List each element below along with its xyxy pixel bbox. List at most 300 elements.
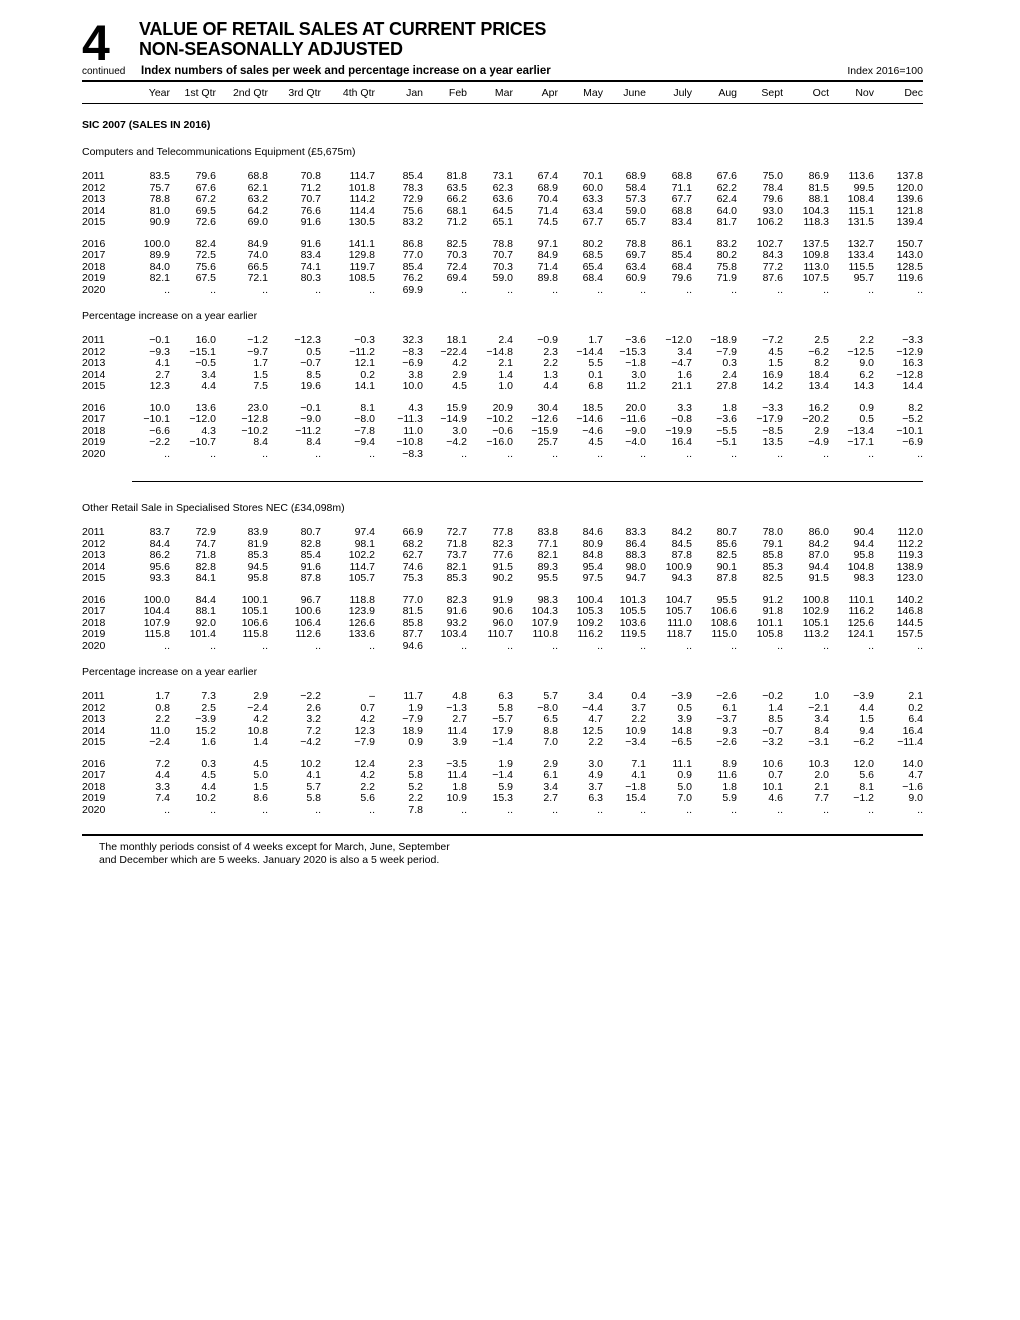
table-cell: 119.7 (349, 260, 375, 273)
table-cell: −17.1 (847, 436, 874, 448)
table-cell: 4.2 (452, 357, 467, 369)
table-cell: 0.4 (631, 690, 646, 702)
table-cell: −3.4 (625, 736, 646, 748)
table-cell: 32.3 (402, 334, 423, 346)
table-cell: 2.2 (155, 713, 170, 725)
table-cell: 12.3 (149, 380, 170, 392)
table-cell: 1.7 (253, 357, 268, 369)
table-cell: 16.4 (671, 436, 692, 448)
table-cell: 84.0 (149, 260, 170, 273)
row-year: 2014 (82, 724, 106, 737)
table-cell: 89.3 (537, 560, 558, 573)
table-cell: 70.7 (492, 249, 513, 261)
table-cell: 2.9 (814, 424, 829, 437)
table-cell: 85.3 (446, 572, 467, 584)
table-cell: −5.7 (492, 713, 513, 725)
table-cell: 9.4 (859, 724, 874, 737)
table-cell: 78.4 (762, 181, 783, 194)
table-cell: 67.4 (537, 170, 558, 182)
table-cell: 77.0 (402, 593, 423, 606)
row-year: 2016 (82, 401, 106, 414)
table-cell: 9.0 (908, 792, 923, 804)
table-cell: −10.1 (143, 413, 170, 425)
table-cell: −3.9 (671, 690, 692, 702)
table-cell: 70.3 (492, 260, 513, 273)
table-cell: .. (164, 803, 170, 816)
table-cell: 69.7 (625, 249, 646, 261)
table-row (82, 714, 923, 726)
table-cell: 123.0 (896, 572, 923, 584)
table-cell: 65.4 (582, 260, 603, 273)
table-cell: 141.1 (348, 237, 375, 250)
table-row (82, 437, 923, 449)
table-cell: 6.2 (859, 368, 874, 381)
table-cell: −0.7 (300, 357, 321, 369)
table-cell: 65.7 (625, 216, 646, 228)
row-year: 2019 (82, 792, 106, 804)
table-cell: 91.6 (300, 560, 321, 573)
table-row (82, 449, 923, 461)
table-cell: 76.6 (300, 204, 321, 217)
table-cell: 1.4 (768, 701, 783, 714)
table-cell: 108.4 (847, 193, 874, 205)
table-cell: −14.8 (486, 345, 513, 358)
table-cell: 10.6 (762, 757, 783, 770)
table-cell: −15.1 (189, 345, 216, 358)
table-cell: 119.3 (897, 549, 923, 561)
table-cell: .. (262, 283, 268, 296)
table-cell: .. (315, 639, 321, 652)
table-cell: 0.5 (859, 413, 874, 425)
table-cell: 2.1 (814, 780, 829, 793)
table-cell: −1.8 (625, 780, 646, 793)
table-cell: 92.0 (195, 616, 216, 629)
table-cell: 84.9 (247, 237, 268, 250)
table-cell: 105.5 (619, 605, 646, 617)
column-header: 1st Qtr (184, 87, 216, 99)
table-cell: 2.1 (498, 357, 513, 369)
table-cell: 14.8 (671, 724, 692, 737)
table-cell: −6.5 (671, 736, 692, 748)
table-cell: 93.2 (446, 616, 467, 629)
table-cell: 112.0 (897, 526, 923, 538)
table-cell: −12.5 (847, 345, 874, 358)
table-cell: −22.4 (440, 345, 467, 358)
table-cell: 103.6 (619, 616, 646, 629)
table-cell: 1.3 (543, 368, 558, 381)
table-cell: 63.5 (446, 181, 467, 194)
table-cell: 74.6 (402, 560, 423, 573)
row-year: 2015 (82, 216, 106, 228)
table-cell: .. (640, 283, 646, 296)
table-cell: 7.2 (306, 724, 321, 737)
table-cell: 68.4 (582, 272, 603, 284)
table-cell: .. (461, 283, 467, 296)
table-cell: 82.3 (492, 537, 513, 550)
table-row (82, 273, 923, 285)
table-cell: 67.2 (195, 193, 216, 205)
table-cell: 98.3 (537, 593, 558, 606)
table-cell: 87.0 (808, 549, 829, 561)
table-cell: 15.2 (195, 724, 216, 737)
table-cell: 88.3 (625, 549, 646, 561)
row-year: 2012 (82, 537, 106, 550)
table-cell: .. (777, 447, 783, 460)
table-cell: 85.3 (762, 560, 783, 573)
row-year: 2011 (82, 170, 105, 182)
table-cell: 91.6 (300, 216, 321, 228)
table-cell: 3.0 (452, 424, 467, 437)
table-cell: 10.9 (446, 792, 467, 804)
column-header (82, 83, 126, 103)
table-cell: −9.7 (247, 345, 268, 358)
table-cell: 30.4 (537, 401, 558, 414)
table-cell: 111.0 (667, 616, 692, 629)
table-cell: 113.2 (803, 628, 829, 640)
table-cell: 4.5 (768, 345, 783, 358)
table-cell: −3.9 (853, 690, 874, 702)
table-cell: 95.8 (853, 549, 874, 561)
table-row (82, 641, 923, 653)
table-cell: 63.2 (247, 193, 268, 205)
table-cell: 105.8 (756, 628, 783, 640)
table-cell: 8.6 (253, 792, 268, 804)
subtitle: Index numbers of sales per week and percentage increase on a year earlier (141, 65, 551, 77)
table-cell: 84.2 (671, 526, 692, 538)
row-year: 2018 (82, 424, 106, 437)
table-cell: 18.1 (446, 334, 467, 346)
table-cell: 109.2 (576, 616, 603, 629)
table-cell: −4.6 (582, 424, 603, 437)
table-cell: 98.1 (354, 537, 375, 550)
table-cell: −20.2 (802, 413, 829, 425)
table-cell: 123.9 (348, 605, 375, 617)
table-cell: 3.4 (588, 690, 603, 702)
table-cell: 86.9 (808, 170, 829, 182)
table-cell: 7.0 (677, 792, 692, 804)
table-cell: 119.5 (620, 628, 646, 640)
table-cell: 5.8 (306, 792, 321, 804)
table-cell: 10.0 (402, 380, 423, 392)
table-row (82, 573, 923, 585)
table-cell: 4.3 (408, 401, 423, 414)
table-cell: .. (369, 283, 375, 296)
column-header: Sept (761, 87, 783, 99)
table-cell: 2.7 (155, 368, 170, 381)
index-base: Index 2016=100 (847, 65, 923, 77)
table-cell: 72.7 (446, 526, 467, 538)
table-cell: −9.0 (300, 413, 321, 425)
table-cell: 2.4 (498, 334, 513, 346)
table-cell: .. (552, 283, 558, 296)
table-cell: 88.1 (195, 605, 216, 617)
table-cell: .. (731, 283, 737, 296)
table-cell: 113.0 (803, 260, 829, 273)
table-row (82, 805, 923, 817)
table-cell: 126.6 (348, 616, 375, 629)
table-cell: 71.8 (446, 537, 467, 550)
table-cell: 86.8 (402, 237, 423, 250)
table-row (82, 250, 923, 262)
table-cell: 84.8 (582, 549, 603, 561)
table-cell: −9.3 (149, 345, 170, 358)
table-cell: 1.4 (498, 368, 513, 381)
table-cell: 67.5 (195, 272, 216, 284)
table-cell: 114.7 (349, 560, 375, 573)
row-year: 2016 (82, 757, 106, 770)
table-cell: 8.4 (306, 436, 321, 448)
table-cell: −5.2 (902, 413, 923, 425)
table-cell: 72.5 (195, 249, 216, 261)
row-year: 2017 (82, 413, 106, 425)
table-cell: 94.7 (625, 572, 646, 584)
table-cell: 8.1 (859, 780, 874, 793)
table-cell: −1.8 (625, 357, 646, 369)
table-cell: 90.6 (492, 605, 513, 617)
table-cell: 65.1 (492, 216, 513, 228)
table-cell: 82.8 (195, 560, 216, 573)
table-cell: .. (640, 447, 646, 460)
table-cell: 71.9 (716, 272, 737, 284)
table-cell: .. (868, 639, 874, 652)
table-cell: 4.8 (452, 690, 467, 702)
column-header: May (583, 87, 603, 99)
table-cell: 67.6 (195, 181, 216, 194)
table-cell: .. (369, 639, 375, 652)
table-cell: 15.4 (625, 792, 646, 804)
table-cell: −10.2 (486, 413, 513, 425)
table-cell: 6.8 (588, 380, 603, 392)
table-cell: −4.2 (300, 736, 321, 748)
table-cell: 2.2 (631, 713, 646, 725)
row-year: 2014 (82, 560, 106, 573)
table-cell: −6.9 (902, 436, 923, 448)
table-cell: 144.5 (896, 616, 923, 629)
table-cell: .. (164, 639, 170, 652)
table-cell: 0.9 (677, 769, 692, 781)
table-cell: 105.1 (802, 616, 829, 629)
table-cell: 70.8 (300, 170, 321, 182)
table-cell: 68.4 (671, 260, 692, 273)
table-cell: 95.6 (149, 560, 170, 573)
table-cell: −1.4 (492, 769, 513, 781)
table-cell: 64.5 (492, 204, 513, 217)
table-cell: .. (552, 447, 558, 460)
table-cell: 85.4 (671, 249, 692, 261)
table-cell: 115.8 (242, 628, 268, 640)
table-cell: 84.1 (195, 572, 216, 584)
table-cell: 88.1 (808, 193, 829, 205)
table-cell: 83.7 (149, 526, 170, 538)
table-cell: 83.4 (300, 249, 321, 261)
table-cell: 95.7 (853, 272, 874, 284)
block-computers (82, 146, 923, 460)
row-year: 2013 (82, 713, 106, 725)
table-cell: 101.8 (348, 181, 375, 194)
table-cell: 72.4 (446, 260, 467, 273)
table-cell: 143.0 (896, 249, 923, 261)
row-year: 2014 (82, 368, 106, 381)
table-cell: 63.4 (625, 260, 646, 273)
table-cell: −8.5 (762, 424, 783, 437)
table-cell: 81.8 (446, 170, 467, 182)
table-cell: 62.3 (492, 181, 513, 194)
table-cell: 68.8 (247, 170, 268, 182)
table-cell: 84.4 (149, 537, 170, 550)
table-cell: 10.9 (625, 724, 646, 737)
table-cell: 4.4 (201, 780, 216, 793)
table-cell: 91.6 (446, 605, 467, 617)
table-cell: 80.3 (300, 272, 321, 284)
table-cell: 75.3 (402, 572, 423, 584)
table-cell: 1.8 (722, 780, 737, 793)
table-cell: 115.0 (711, 628, 737, 640)
table-cell: 15.9 (446, 401, 467, 414)
table-cell: 23.0 (247, 401, 268, 414)
table-cell: 16.4 (902, 724, 923, 737)
table-cell: 104.3 (531, 605, 558, 617)
table-cell: .. (686, 803, 692, 816)
title-line-1: VALUE OF RETAIL SALES AT CURRENT PRICES (139, 19, 547, 39)
table-cell: 12.4 (354, 757, 375, 770)
table-cell: 18.4 (808, 368, 829, 381)
table-cell: 5.9 (722, 792, 737, 804)
table-cell: 4.5 (201, 769, 216, 781)
header-rule-bottom (82, 103, 923, 104)
table-cell: .. (507, 283, 513, 296)
table-cell: 2.9 (253, 690, 268, 702)
table-cell: 4.2 (253, 713, 268, 725)
table-cell: 6.1 (543, 769, 558, 781)
table-cell: 80.2 (582, 237, 603, 250)
table-cell: 69.5 (195, 204, 216, 217)
table-cell: .. (210, 639, 216, 652)
table-cell: 75.6 (402, 204, 423, 217)
table-cell: .. (210, 803, 216, 816)
table-row (82, 414, 923, 426)
table-cell: 72.9 (195, 526, 216, 538)
table-cell: −10.8 (396, 436, 423, 448)
table-cell: .. (369, 447, 375, 460)
table-cell: 75.8 (716, 260, 737, 273)
table-cell: 2.2 (543, 357, 558, 369)
row-year: 2017 (82, 249, 106, 261)
table-cell: 89.9 (149, 249, 170, 261)
table-cell: −12.9 (896, 345, 923, 358)
table-cell: .. (823, 803, 829, 816)
table-cell: 71.2 (300, 181, 321, 194)
table-cell: 91.8 (762, 605, 783, 617)
table-cell: 101.4 (189, 628, 216, 640)
table-cell: 96.7 (300, 593, 321, 606)
table-cell: 10.8 (247, 724, 268, 737)
table-cell: −12.6 (531, 413, 558, 425)
table-cell: 1.7 (155, 690, 170, 702)
table-cell: 3.0 (631, 368, 646, 381)
table-cell: 0.1 (588, 368, 603, 381)
table-cell: 10.2 (195, 792, 216, 804)
table-cell: 16.3 (902, 357, 923, 369)
index-table (82, 171, 923, 296)
table-cell: 1.9 (408, 701, 423, 714)
table-cell: 139.6 (896, 193, 923, 205)
table-cell: 129.8 (348, 249, 375, 261)
table-cell: 8.4 (814, 724, 829, 737)
table-cell: 1.0 (814, 690, 829, 702)
table-cell: 4.2 (360, 769, 375, 781)
table-cell: 6.5 (543, 713, 558, 725)
continued-label: continued (82, 66, 126, 77)
table-cell: 77.2 (762, 260, 783, 273)
column-header: July (673, 87, 692, 99)
table-cell: 91.5 (808, 572, 829, 584)
row-year: 2015 (82, 380, 106, 392)
table-cell: 104.3 (802, 204, 829, 217)
pct-label: Percentage increase on a year earlier (82, 310, 258, 322)
table-cell: −12.0 (189, 413, 216, 425)
table-cell: 0.2 (360, 368, 375, 381)
table-cell: 87.8 (671, 549, 692, 561)
table-cell: 3.7 (588, 780, 603, 793)
table-cell: 21.1 (671, 380, 692, 392)
row-year: 2012 (82, 345, 106, 358)
table-cell: −11.2 (295, 424, 321, 437)
table-cell: 98.3 (853, 572, 874, 584)
table-cell: 1.8 (722, 401, 737, 414)
table-cell: 104.8 (847, 560, 874, 573)
table-cell: −3.5 (446, 757, 467, 770)
table-cell: −4.2 (446, 436, 467, 448)
table-cell: .. (640, 639, 646, 652)
table-cell: 71.2 (446, 216, 467, 228)
table-cell: 2.2 (859, 334, 874, 346)
title-line-2: NON-SEASONALLY ADJUSTED (139, 39, 403, 59)
table-cell: 85.6 (716, 537, 737, 550)
table-cell: 83.3 (625, 526, 646, 538)
row-year: 2014 (82, 204, 106, 217)
table-cell: 3.9 (677, 713, 692, 725)
block-specialised-stores (82, 502, 923, 816)
table-cell: 60.9 (625, 272, 646, 284)
table-cell: −11.2 (349, 345, 375, 358)
row-year: 2020 (82, 283, 106, 296)
table-cell: 3.0 (588, 757, 603, 770)
table-cell: 74.0 (247, 249, 268, 261)
table-cell: 13.6 (195, 401, 216, 414)
table-cell: 84.3 (762, 249, 783, 261)
table-cell: 10.0 (149, 401, 170, 414)
table-cell: −3.9 (195, 713, 216, 725)
column-header: 3rd Qtr (288, 87, 321, 99)
column-header: June (623, 87, 646, 99)
table-cell: 25.7 (537, 436, 558, 448)
table-cell: 104.4 (143, 605, 170, 617)
table-cell: 115.8 (144, 628, 170, 640)
table-cell: 86.4 (625, 537, 646, 550)
table-cell: .. (507, 447, 513, 460)
footnote-line-1: The monthly periods consist of 4 weeks except for March, June, September (99, 841, 450, 853)
table-cell: 2.3 (408, 757, 423, 770)
table-cell: 87.8 (300, 572, 321, 584)
table-cell: −2.2 (300, 690, 321, 702)
table-cell: 7.0 (543, 736, 558, 748)
table-cell: 7.1 (631, 757, 646, 770)
table-cell: 133.6 (348, 628, 375, 640)
pct-table (82, 335, 923, 460)
table-cell: 113.6 (848, 170, 874, 182)
index-table (82, 527, 923, 652)
table-cell: .. (823, 447, 829, 460)
